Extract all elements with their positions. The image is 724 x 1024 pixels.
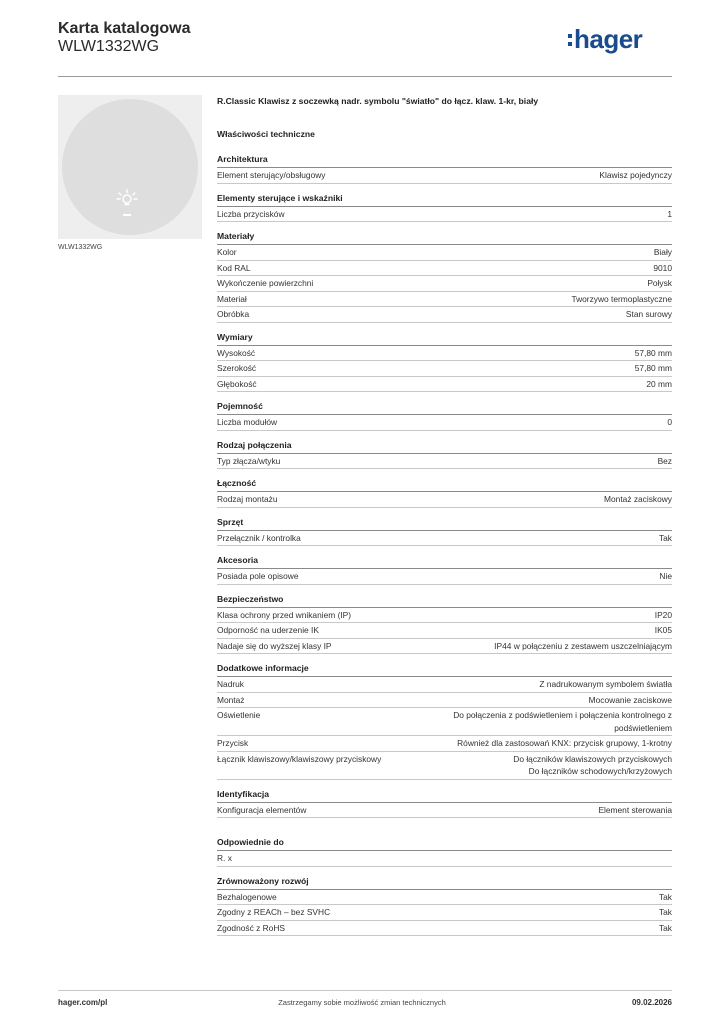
spec-row [217, 921, 672, 937]
hager-logo [568, 26, 642, 52]
spec-row [217, 905, 672, 921]
spec-value: Klawisz pojedynczy [599, 170, 672, 180]
spec-row [217, 492, 672, 508]
spec-value: Tak [658, 532, 672, 543]
spec-label: Przełącznik / kontrolka [217, 532, 301, 543]
spec-value: Stan surowy [625, 309, 672, 319]
spec-value: Montaż zaciskowy [604, 494, 672, 504]
spec-row [217, 346, 672, 362]
spec-label: Nadruk [217, 679, 244, 689]
product-image [58, 95, 202, 239]
section-heading: Odpowiednie do [217, 836, 672, 851]
light-bulb-icon [115, 189, 139, 211]
section-heading: Dodatkowe informacje [217, 662, 672, 677]
spec-value: IP20 [654, 609, 672, 620]
spec-section [217, 153, 672, 184]
spec-section [217, 554, 672, 585]
section-heading: Łączność [217, 477, 672, 492]
spec-value: Tworzywo termoplastyczne [571, 293, 672, 304]
spec-label: Klasa ochrony przed wnikaniem (IP) [217, 609, 352, 620]
spec-label: Przycisk [217, 738, 249, 748]
section-heading: Materiały [217, 230, 672, 245]
footer-disclaimer: Zastrzegamy sobie możliwość zmian technicznych [278, 998, 446, 1007]
spec-value: 9010 [653, 262, 672, 273]
spec-value: Tak [658, 907, 672, 917]
spec-row [217, 677, 672, 693]
spec-row [217, 890, 672, 906]
spec-row [217, 569, 672, 585]
spec-value: 20 mm [646, 378, 672, 389]
spec-value: Do połączenia z podświetleniem i połączenia kontrolnego z podświetleniem [453, 710, 672, 733]
section-heading: Wymiary [217, 331, 672, 346]
spec-value: Bez [657, 455, 672, 466]
spec-row [217, 361, 672, 377]
spec-label: Kolor [217, 247, 237, 257]
spec-label: Szerokość [217, 363, 257, 373]
spec-row [217, 531, 672, 547]
spec-label: Typ złącza/wtyku [217, 455, 281, 466]
spec-label: Posiada pole opisowe [217, 571, 299, 581]
spec-section [217, 400, 672, 431]
section-heading: Zrównoważony rozwój [217, 875, 672, 890]
spec-row [217, 623, 672, 639]
section-heading: Bezpieczeństwo [217, 593, 672, 608]
spec-section [217, 836, 672, 867]
spec-label: Zgodność z RoHS [217, 922, 285, 933]
logo-text: hager [574, 24, 643, 54]
section-heading: Identyfikacja [217, 788, 672, 803]
spec-value: Element sterowania [598, 804, 672, 815]
spec-content [217, 96, 672, 944]
spec-value: 1 [667, 208, 672, 219]
section-heading: Pojemność [217, 400, 672, 415]
footer-website-link[interactable]: hager.com/pl [58, 998, 108, 1007]
spec-label: Konfiguracja elementów [217, 804, 307, 815]
spec-row [217, 851, 672, 867]
spec-row [217, 608, 672, 624]
spec-row [217, 693, 672, 709]
section-heading: Rodzaj połączenia [217, 439, 672, 454]
spec-value: 57,80 mm [634, 347, 672, 358]
spec-row [217, 168, 672, 184]
spec-label: Łącznik klawiszowy/klawiszowy przyciskowy [217, 753, 382, 764]
spec-row [217, 245, 672, 261]
spec-row [217, 639, 672, 655]
spec-sections [217, 153, 672, 936]
spec-label: Bezhalogenowe [217, 891, 277, 902]
spec-section [217, 593, 672, 655]
spec-section [217, 875, 672, 937]
spec-value: IP44 w połączeniu z zestawem uszczelniającym [494, 640, 672, 651]
spec-value: 57,80 mm [634, 363, 672, 373]
spec-value: IK05 [654, 625, 672, 635]
spec-row [217, 752, 672, 780]
spec-row [217, 276, 672, 292]
properties-title: Właściwości techniczne [217, 129, 315, 139]
footer-divider [58, 990, 672, 991]
spec-row [217, 454, 672, 470]
section-heading: Akcesoria [217, 554, 672, 569]
spec-label: R. x [217, 853, 232, 863]
document-title: Karta katalogowa [58, 20, 191, 37]
spec-label: Wysokość [217, 347, 256, 358]
spec-section [217, 516, 672, 547]
spec-value: 0 [667, 417, 672, 427]
header-divider [58, 76, 672, 77]
spec-label: Wykończenie powierzchni [217, 278, 314, 288]
spec-label: Liczba przycisków [217, 208, 285, 219]
section-heading: Architektura [217, 153, 672, 168]
spec-row [217, 803, 672, 819]
spec-row [217, 736, 672, 752]
spec-label: Zgodny z REACh – bez SVHC [217, 907, 331, 917]
spec-row [217, 207, 672, 223]
spec-value: Nie [659, 571, 672, 581]
spec-row [217, 261, 672, 277]
spec-label: Głębokość [217, 378, 257, 389]
spec-section [217, 192, 672, 223]
section-heading: Sprzęt [217, 516, 672, 531]
spec-row [217, 377, 672, 393]
spec-value: Tak [658, 891, 672, 902]
spec-section [217, 477, 672, 508]
spec-value: Tak [658, 922, 672, 933]
spec-value: Również dla zastosowań KNX: przycisk grupowy, 1-krotny [457, 738, 672, 748]
spec-value: Mocowanie zaciskowe [588, 694, 672, 705]
spec-row [217, 415, 672, 431]
spec-value: Połysk [647, 278, 672, 288]
spec-row [217, 708, 672, 736]
product-code: WLW1332WG [58, 38, 160, 55]
spec-label: Nadaje się do wyższej klasy IP [217, 640, 332, 651]
spec-value: Biały [653, 247, 672, 257]
spec-label: Kod RAL [217, 262, 251, 273]
spec-value: Z nadrukowanym symbolem światła [539, 679, 672, 689]
spec-label: Materiał [217, 293, 247, 304]
spec-section [217, 788, 672, 819]
spec-label: Montaż [217, 694, 245, 705]
logo-dots-icon [568, 34, 572, 46]
spec-label: Element sterujący/obsługowy [217, 170, 326, 180]
spec-section [217, 230, 672, 323]
section-heading: Elementy sterujące i wskaźniki [217, 192, 672, 207]
spec-value: Do łączników klawiszowych przyciskowych Do łączników schodowych/krzyżowych [513, 753, 672, 776]
product-title: R.Classic Klawisz z soczewką nadr. symbolu "światło" do łącz. klaw. 1-kr, biały [217, 96, 539, 106]
spec-row [217, 307, 672, 323]
spec-section [217, 439, 672, 470]
spec-row [217, 292, 672, 308]
footer-date: 09.02.2026 [631, 998, 672, 1007]
spec-label: Odporność na uderzenie IK [217, 625, 319, 635]
spec-section [217, 662, 672, 780]
spec-label: Rodzaj montażu [217, 494, 278, 504]
led-slot [123, 214, 131, 216]
spec-label: Obróbka [217, 309, 250, 319]
spec-section [217, 331, 672, 393]
spec-label: Oświetlenie [217, 710, 261, 720]
product-image-caption: WLW1332WG [58, 244, 103, 251]
spec-label: Liczba modułów [217, 417, 278, 427]
